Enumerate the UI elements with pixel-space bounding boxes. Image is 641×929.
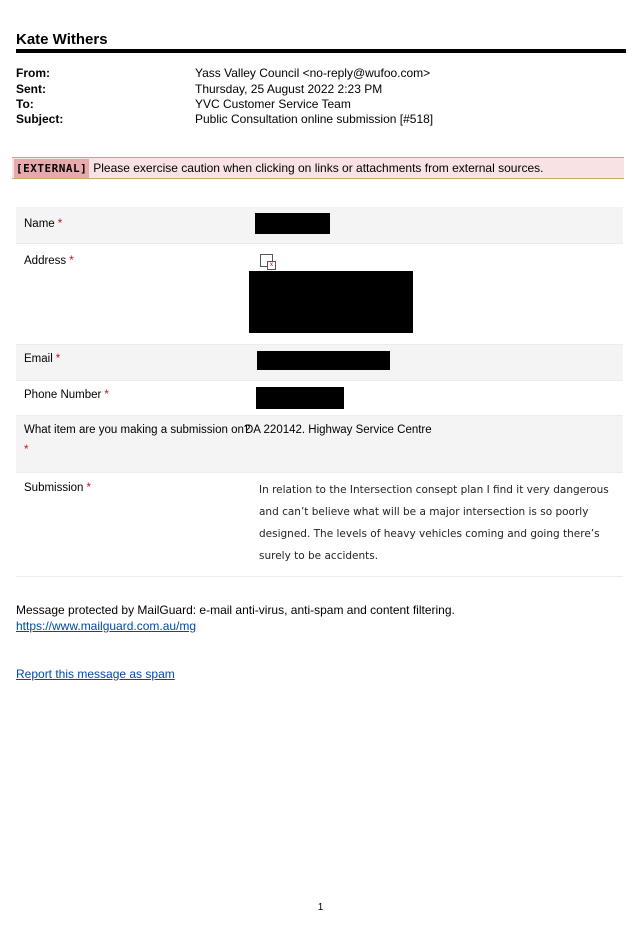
required-marker: * — [55, 353, 61, 365]
from-value: Yass Valley Council <no-reply@wufoo.com> — [195, 66, 431, 80]
form-row-phone — [16, 381, 623, 416]
phone-redacted-block — [256, 387, 344, 409]
address-label: Address * — [24, 255, 74, 267]
required-marker: * — [24, 444, 29, 456]
external-tag: [EXTERNAL] — [14, 159, 89, 179]
external-warning-message: Please exercise caution when clicking on links or attachments from external sources. — [93, 161, 544, 175]
to-label: To: — [16, 97, 34, 111]
sender-name: Kate Withers — [16, 31, 108, 48]
name-label: Name * — [24, 218, 63, 230]
sent-label: Sent: — [16, 82, 46, 96]
form-row-item — [16, 416, 623, 473]
form-row-name — [16, 207, 623, 244]
broken-image-icon: x — [260, 254, 273, 267]
address-redacted-block — [249, 271, 413, 333]
form-row-address — [16, 244, 623, 345]
phone-label: Phone Number * — [24, 389, 109, 401]
required-marker: * — [57, 218, 63, 230]
header-divider — [16, 49, 626, 53]
subject-value: Public Consultation online submission [#518] — [195, 112, 434, 126]
from-label: From: — [16, 66, 50, 80]
submission-form — [16, 207, 623, 577]
email-label: Email * — [24, 353, 61, 365]
to-value: YVC Customer Service Team — [195, 97, 351, 111]
required-marker: * — [104, 389, 109, 401]
item-value: DA 220142. Highway Service Centre — [245, 424, 432, 436]
form-row-submission — [16, 473, 623, 577]
submission-label: Submission * — [24, 482, 91, 494]
mailguard-link[interactable]: https://www.mailguard.com.au/mg — [16, 619, 197, 633]
report-spam-link[interactable]: Report this message as spam — [16, 667, 175, 681]
name-redacted-block — [255, 213, 330, 234]
mailguard-notice: Message protected by MailGuard: e-mail anti-virus, anti-spam and content filtering. — [16, 603, 455, 617]
required-marker: * — [86, 482, 91, 494]
form-row-email — [16, 345, 623, 381]
email-redacted-block — [257, 351, 390, 370]
required-marker: * — [69, 255, 74, 267]
external-warning-banner — [12, 157, 624, 179]
submission-value: In relation to the Intersection consept plan I find it very dangerous and can’t believe what will be a major intersection is so poorly designed. The levels of heavy vehicles coming and going there’s surely to be accidents. — [259, 484, 609, 562]
page-number: 1 — [317, 902, 324, 913]
sent-value: Thursday, 25 August 2022 2:23 PM — [195, 82, 383, 96]
item-label: What item are you making a submission on? * — [24, 424, 251, 456]
subject-label: Subject: — [16, 112, 64, 126]
